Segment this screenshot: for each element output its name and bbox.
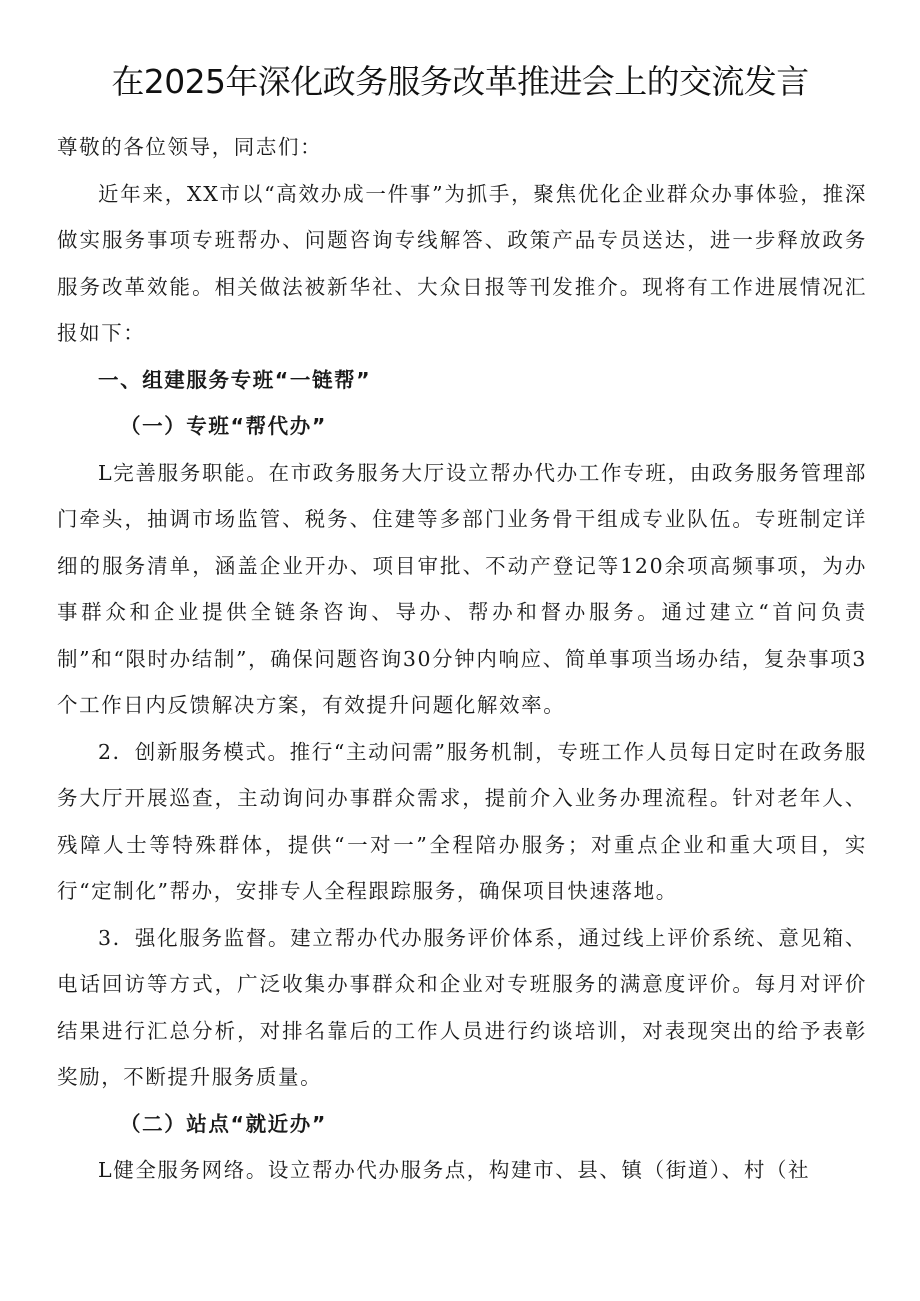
section-heading-1: 一、组建服务专班“一链帮” [98,367,372,392]
intro-paragraph: 近年来，XX市以“高效办成一件事”为抓手，聚焦优化企业群众办事体验，推深做实服务事项专班帮办、问题咨询专线解答、政策产品专员送达，进一步释放政务服务改革效能。相关做法被新华社、大众日报等刊发推介。现将有工作进展情况汇报如下： [57,181,867,345]
subsection-heading-1: （一）专班“帮代办” [120,414,327,438]
subsection-heading-2: （二）站点“就近办” [120,1111,327,1136]
document-title: 在2025年深化政务服务改革推进会上的交流发言 [111,62,809,101]
paragraph-item-4: L健全服务网络。设立帮办代办服务点，构建市、县、镇（街道）、村（社 [98,1158,811,1182]
salutation: 尊敬的各位领导，同志们： [57,135,323,159]
paragraph-item-2: 2．创新服务模式。推行“主动问需”服务机制，专班工作人员每日定时在政务服务大厅开展巡查，主动询问办事群众需求，提前介入业务办理流程。针对老年人、残障人士等特殊群体，提供“一对一”全程陪办服务；对重点企业和重大项目，实行“定制化”帮办，安排专人全程跟踪服务，确保项目快速落地。 [57,739,867,903]
document-body [57,124,867,1194]
paragraph-item-3: 3．强化服务监督。建立帮办代办服务评价体系，通过线上评价系统、意见箱、电话回访等方式，广泛收集办事群众和企业对专班服务的满意度评价。每月对评价结果进行汇总分析，对排名靠后的工作人员进行约谈培训，对表现突出的给予表彰奖励，不断提升服务质量。 [57,925,867,1089]
paragraph-item-1: L完善服务职能。在市政务服务大厅设立帮办代办工作专班，由政务服务管理部门牵头，抽调市场监管、税务、住建等多部门业务骨干组成专业队伍。专班制定详细的服务清单，涵盖企业开办、项目审批、不动产登记等120余项高频事项，为办事群众和企业提供全链条咨询、导办、帮办和督办服务。通过建立“首问负责制”和“限时办结制”，确保问题咨询30分钟内响应、简单事项当场办结，复杂事项3个工作日内反馈解决方案，有效提升问题化解效率。 [57,460,867,717]
